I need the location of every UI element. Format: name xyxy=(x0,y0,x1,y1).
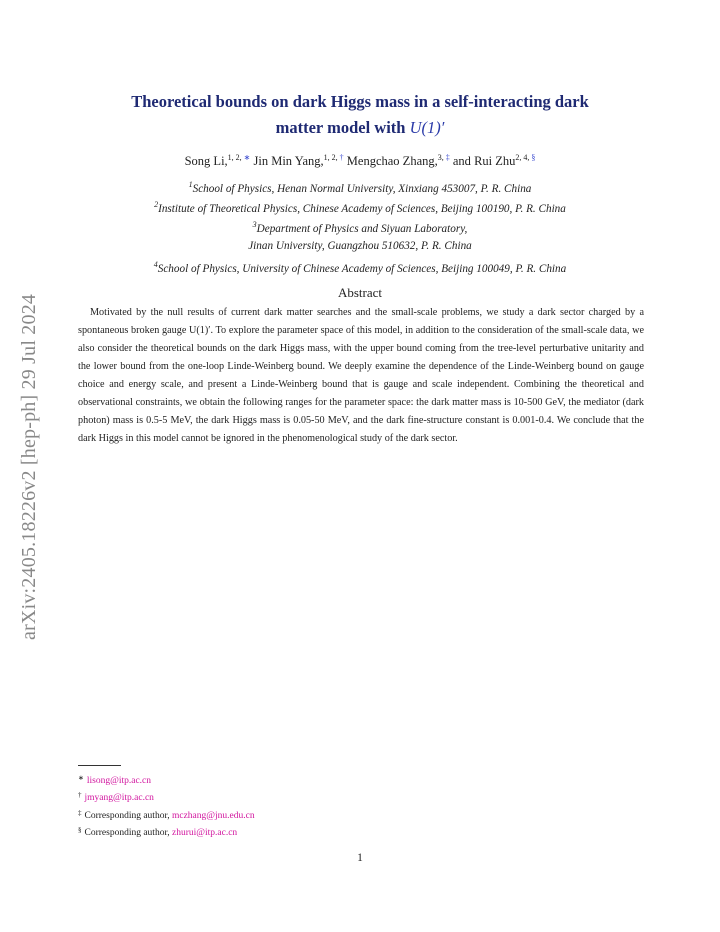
affiliation-number: 2 xyxy=(154,200,159,209)
affiliation-1 xyxy=(60,180,660,195)
author-conjunction: and xyxy=(452,154,471,168)
author-affil-ref: 3, xyxy=(437,153,446,162)
title-line-1: Theoretical bounds on dark Higgs mass in a self-interacting dark xyxy=(131,92,589,111)
footnote-prefix: Corresponding author, xyxy=(84,810,172,821)
footnote-ref-link[interactable]: ‡ xyxy=(445,153,450,162)
footnote-2 xyxy=(78,788,255,805)
footnote-ref-link[interactable]: § xyxy=(531,153,536,162)
footnote-mark: ∗ xyxy=(78,774,84,782)
affiliation-text: Department of Physics and Siyuan Laboratory, xyxy=(256,223,468,235)
footnote-4 xyxy=(78,823,255,840)
title-line-2 xyxy=(80,115,640,141)
author-jin-min-yang: Jin Min Yang, xyxy=(253,154,324,168)
affiliation-number: 1 xyxy=(188,180,193,189)
author-list xyxy=(80,153,640,169)
affiliation-text: School of Physics, Henan Normal University, Xinxiang 453007, P. R. China xyxy=(192,183,532,195)
affiliation-text: Jinan University, Guangzhou 510632, P. R. China xyxy=(248,240,472,252)
affiliation-number: 3 xyxy=(252,220,257,229)
affiliation-text: School of Physics, University of Chinese Academy of Sciences, Beijing 100049, P. R. China xyxy=(157,263,567,275)
affiliation-3-continued xyxy=(60,240,660,252)
affiliation-text: Institute of Theoretical Physics, Chinese Academy of Sciences, Beijing 100190, P. R. China xyxy=(158,203,566,215)
footnote-mark: ‡ xyxy=(78,808,82,817)
author-affil-ref: 2, 4, xyxy=(515,153,532,162)
email-link[interactable]: mczhang@jnu.edu.cn xyxy=(171,810,255,821)
footnote-1 xyxy=(78,771,255,788)
author-song-li: Song Li, xyxy=(184,154,228,168)
author-affil-ref: 1, 2, xyxy=(227,153,244,162)
footnote-divider xyxy=(78,765,121,766)
affiliation-number: 4 xyxy=(153,260,158,269)
author-affil-ref: 1, 2, xyxy=(323,153,340,162)
footnote-mark: § xyxy=(78,825,82,834)
footnotes xyxy=(78,771,255,840)
title-line-2-text: matter model with xyxy=(275,118,410,137)
abstract-body: Motivated by the null results of current dark matter searches and the small-scale problems, we study a dark sector charged by a spontaneous broken gauge U(1)′. To explore the parameter space of this model, in addition to the consideration of the small-scale data, we also consider the theoretical bounds on the dark Higgs mass, with the upper bound coming from the tree-level perturbative unitarity and the lower bound from the one-loop Linde-Weinberg bound. We deeply examine the dependence of the Linde-Weinberg bound on gauge choice and energy scale, and present a Linde-Weinberg bound that is gauge and scale independent. Combining the theoretical and observational constraints, we obtain the following ranges for the parameter space: the dark matter mass is 10-500 GeV, the mediator (dark photon) mass is 0.5-5 MeV, the dark Higgs mass is 0.05-50 MeV, and the dark fine-structure constant is 0.001-0.4. We conclude that the dark Higgs in this model cannot be ignored in the phenomenological study of the dark sector. xyxy=(78,307,644,444)
affiliation-4 xyxy=(60,260,660,275)
email-link[interactable]: zhurui@itp.ac.cn xyxy=(171,827,238,838)
affiliation-2 xyxy=(60,200,660,215)
footnote-prefix: Corresponding author, xyxy=(84,827,172,838)
footnote-3 xyxy=(78,806,255,823)
author-mengchao-zhang: Mengchao Zhang, xyxy=(346,154,438,168)
email-link[interactable]: jmyang@itp.ac.cn xyxy=(84,793,154,804)
page-number: 1 xyxy=(357,852,363,864)
footnote-mark: † xyxy=(78,791,82,800)
author-rui-zhu: Rui Zhu xyxy=(474,154,516,168)
affiliation-3 xyxy=(60,220,660,235)
title-math-u1: U(1)′ xyxy=(409,118,445,137)
footnote-ref-link[interactable]: † xyxy=(339,153,344,162)
email-link[interactable]: lisong@itp.ac.cn xyxy=(86,776,152,786)
abstract-heading: Abstract xyxy=(337,285,383,300)
arxiv-identifier: arXiv:2405.18226v2 [hep-ph] 29 Jul 2024 xyxy=(18,293,40,640)
footnote-ref-link[interactable]: ∗ xyxy=(243,153,251,162)
paper-title xyxy=(80,89,640,141)
